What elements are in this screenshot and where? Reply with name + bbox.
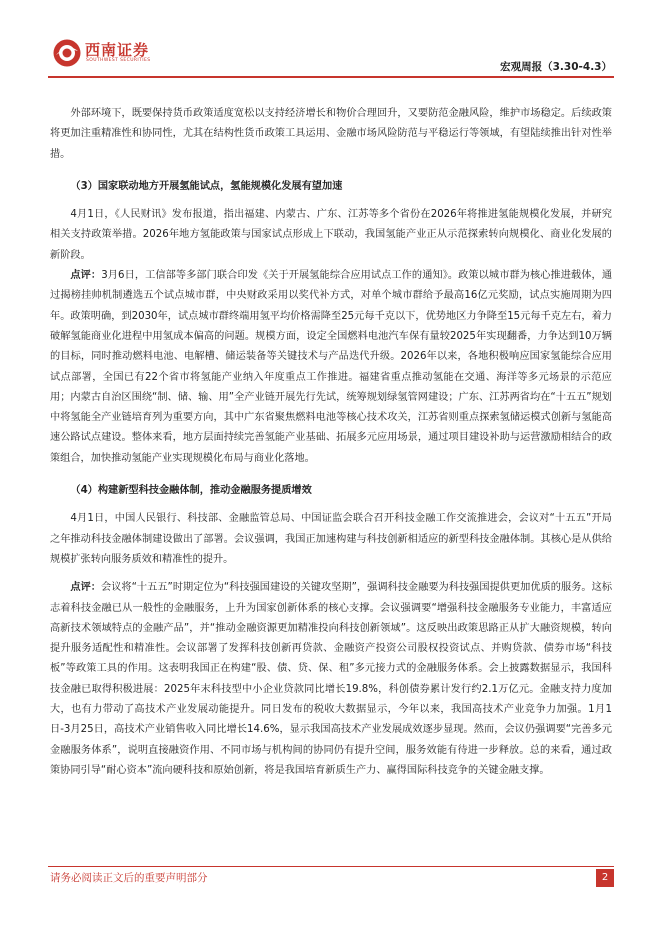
- footer-divider: [48, 866, 614, 867]
- paragraph-hydrogen-comment: [50, 266, 612, 469]
- comment-label: 点评：: [70, 270, 102, 282]
- footer-disclaimer: 请务必阅读正文后的重要声明部分: [50, 872, 208, 884]
- page-header: [0, 0, 662, 80]
- paragraph-tech-finance-comment: [50, 578, 612, 781]
- logo-name-en: SOUTHWEST SECURITIES: [86, 58, 151, 63]
- comment-label: 点评：: [70, 582, 102, 594]
- report-title: 宏观周报（3.30-4.3）: [500, 61, 612, 73]
- header-divider: [48, 76, 614, 78]
- logo-name-cn: 西南证券: [85, 41, 150, 59]
- company-logo: [52, 36, 192, 70]
- comment-text: 3月6日，工信部等多部门联合印发《关于开展氢能综合应用试点工作的通知》。政策以城市群为核心推进载体，通过揭榜挂帅机制遴选五个试点城市群，中央财政采用以奖代补方式，对单个城市群给予最高16亿元奖励，试点实施周期为四年。政策明确，到2030年，试点城市群终端用氢平均价格需降至25元每千克以下，优势地区力争降至15元每千克左右，着力破解氢能商业化进程中用氢成本偏高的问题。规模方面，设定全国燃料电池汽车保有量较2025年实现翻番，力争达到10万辆的目标，同时推动燃料电池、电解槽、储运装备等关键技术与产品迭代升级。2026年以来，各地积极响应国家氢能综合应用试点部署，全国已有22个省市将氢能产业纳入年度重点工作推进。福建省重点推动氢能在交通、海洋等多元场景的示范应用；内蒙古自治区围绕“制、储、输、用”全产业链开展先行先试，统筹规划绿氢管网建设；广东、江苏两省均在“十五五”规划中将氢能全产业链培育列为重要方向，其中广东省聚焦燃料电池等核心技术攻关，江苏省则重点探索氢储运模式创新与氢能高速公路试点建设。整体来看，地方层面持续完善氢能产业基础、拓展多元应用场景，通过项目建设补助与运营激励相结合的政策组合，加快推动氢能产业实现规模化布局与商业化落地。: [50, 270, 613, 464]
- paragraph-hydrogen-news: 4月1日，《人民财讯》发布报道，指出福建、内蒙古、广东、江苏等多个省份在2026年将推进氢能规模化发展，并研究相关支持政策举措。2026年地方氢能政策与国家试点形成上下联动，我国氢能产业正从示范探索转向规模化、商业化发展的新阶段。: [50, 209, 612, 261]
- section-heading-hydrogen: （3）国家联动地方开展氢能试点，氢能规模化发展有望加速: [70, 180, 343, 192]
- paragraph-continued: 外部环境下，既要保持货币政策适度宽松以支持经济增长和物价合理回升，又要防范金融风险，维护市场稳定。后续政策将更加注重精准性和协同性，尤其在结构性货币政策工具运用、金融市场风险防范与平稳运行等领域，有望陆续推出针对性举措。: [50, 108, 612, 160]
- logo-emblem-icon: [52, 38, 82, 68]
- page-number: 2: [596, 869, 614, 887]
- document-body: [50, 104, 612, 781]
- comment-text: 会议将“十五五”时期定位为“科技强国建设的关键攻坚期”，强调科技金融要为科技强国提供更加优质的服务。这标志着科技金融已从一般性的金融服务，上升为国家创新体系的核心支撑。会议强调要“增强科技金融服务专业能力，丰富适应高新技术领域特点的金融产品”，并“推动金融资源更加精准投向科技创新领域”。这反映出政策思路正从扩大融资规模，转向提升服务适配性和精准性。会议部署了发挥科技创新再贷款、金融资产投资公司股权投资试点、并购贷款、债券市场“科技板”等政策工具的作用。这表明我国正在构建“股、债、贷、保、租”多元接力式的金融服务体系。会上披露数据显示，我国科技金融已取得积极进展：2025年末科技型中小企业贷款同比增长19.8%，科创债券累计发行约2.1万亿元。金融支持力度加大，也有力带动了高技术产业发展动能提升。同日发布的税收大数据显示，今年以来，我国高技术产业竞争力加强。1月1日-3月25日，高技术产业销售收入同比增长14.6%，显示我国高技术产业发展成效逐步显现。然而，会议仍强调要“完善多元金融服务体系”，说明直接融资作用、不同市场与机构间的协同仍有提升空间，服务效能有待进一步释放。总的来看，通过政策协同引导“耐心资本”流向硬科技和原始创新，将是我国培育新质生产力、赢得国际科技竞争的关键金融支撑。: [50, 582, 613, 776]
- section-heading-tech-finance: （4）构建新型科技金融体制，推动金融服务提质增效: [70, 485, 312, 497]
- paragraph-tech-finance-news: 4月1日，中国人民银行、科技部、金融监管总局、中国证监会联合召开科技金融工作交流推进会，会议对“十五五”开局之年推动科技金融体制建设做出了部署。会议强调，我国正加速构建与科技创新相适应的新型科技金融体制。其核心是从供给规模扩张转向服务质效和精准性的提升。: [50, 513, 612, 565]
